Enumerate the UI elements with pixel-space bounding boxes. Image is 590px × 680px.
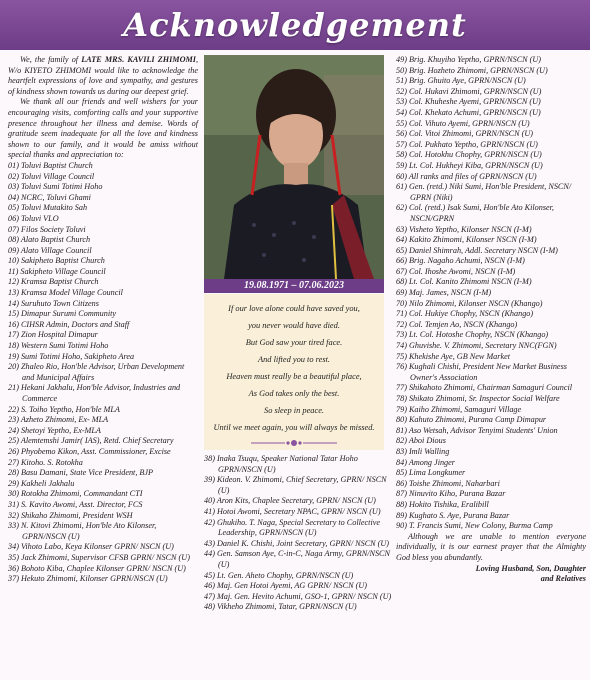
list-item: 69) Maj. James, NSCN (I-M) — [396, 288, 492, 298]
list-item: 49) Brig. Khuyiho Yeptho, GPRN/NSCN (U) — [396, 55, 542, 64]
list-item: 39) Kideon. V. Zhimomi, Chief Secretary, GPRN/ NSCN (U) — [204, 475, 387, 495]
list-item: 65) Daniel Shimrah, Addl. Secretary NSCN (I-M) — [396, 245, 558, 255]
poem-line: Heaven must really be a beautiful place, — [226, 372, 362, 381]
middle-column — [204, 454, 392, 613]
list-item: 70) Nilo Zhimomi, Kilonser NSCN (Khango) — [396, 298, 543, 308]
list-item: 03) Toluvi Sumi Totimi Hoho — [8, 182, 103, 192]
list-item: 86) Toishe Zhimomi, Naharbari — [396, 478, 500, 488]
list-item: 81) Aso Wetsah, Advisor Tenyimi Students' Union — [396, 425, 558, 435]
list-item: 22) S. Toiho Yeptho, Hon'ble MLA — [8, 404, 120, 414]
list-item: 42) Ghukiho. T. Naga, Special Secretary to Collective Leadership, GPRN/NSCN (U) — [204, 517, 380, 538]
list-item: 47) Maj. Gen. Hevito Achumi, GSO-1, GPRN/ NSCN (U) — [204, 591, 392, 601]
closing-paragraph: Although we are unable to mention everyone individually, it is our earnest prayer that the Almighty God bless you abundantly. — [396, 531, 586, 562]
list-item: 25) Alemtemshi Jamir( IAS), Retd. Chief Secretary — [8, 436, 174, 446]
list-item: 73) Lt. Col. Hotoshe Chophy, NSCN (Khango) — [396, 330, 549, 340]
poem-line: But God saw your tired face. — [245, 338, 343, 347]
list-item: 51) Brig. Ghuito Aye, GPRN/NSCN (U) — [396, 76, 526, 86]
list-item: 26) Phyobemo Kikon, Asst. Commissioner, Excise — [8, 446, 171, 456]
list-item: 36) Bohoto Kiba, Chaplee Kilonser GPRN/ NSCN (U) — [8, 563, 186, 573]
list-item: 50) Brig. Hozheto Zhimomi, GPRN/NSCN (U) — [396, 65, 548, 75]
list-item: 55) Col. Vihuto Ayemi, GPRN/NSCN (U) — [396, 118, 530, 128]
list-item: 15) Dimapur Surumi Community — [8, 309, 117, 319]
list-item: 45) Lt. Gen. Aheto Chophy, GPRN/NSCN (U) — [204, 570, 354, 580]
list-item: 02) Toluvi Village Council — [8, 171, 95, 181]
deceased-name: LATE MRS. KAVILI ZHIMOMI — [81, 55, 196, 64]
list-item: 57) Col. Pukhato Yeptho, GPRN/NSCN (U) — [396, 139, 538, 149]
list-item: 89) Kughato S. Aye, Purana Bazar — [396, 510, 510, 520]
list-item: 63) Visheto Yeptho, Kilonser NSCN (I-M) — [396, 224, 532, 234]
memorial-poem — [204, 294, 384, 450]
list-item: 85) Lima Longkumer — [396, 468, 466, 478]
acknowledgement-list-right — [396, 55, 586, 532]
signature-line-2: and Relatives — [540, 574, 586, 584]
intro-text-a: We, the family of — [20, 55, 82, 64]
page-title: Acknowledgement — [123, 6, 467, 44]
acknowledgement-list-left — [8, 161, 198, 585]
list-item: 23) Azheto Zhimomi, Ex- MLA — [8, 415, 109, 425]
list-item: 74) Ghuvishe. V. Zhimomi, Secretary NNC(FGN) — [396, 341, 557, 351]
list-item: 79) Kaiho Zhimomi, Samaguri Village — [396, 404, 522, 414]
list-item: 28) Basu Damani, State Vice President, BJP — [8, 468, 154, 478]
poem-line: Until we meet again, you will always be missed. — [213, 423, 375, 432]
list-item: 71) Col. Hukiye Chophy, NSCN (Khango) — [396, 309, 534, 319]
list-item: 13) Kramsa Model Village Council — [8, 288, 123, 298]
list-item: 01) Toluvi Baptist Church — [8, 160, 93, 170]
list-item: 21) Hekani Jakhalu, Hon'ble Advisor, Industries and Commerce — [8, 383, 181, 403]
poem-line: So sleep in peace. — [264, 406, 324, 415]
list-item: 53) Col. Khuheshe Ayemi, GPRN/NSCN (U) — [396, 97, 541, 107]
ornament-divider-icon — [249, 438, 339, 448]
list-item: 77) Shikahoto Zhimomi, Chairman Samaguri Council — [396, 383, 573, 393]
list-item: 06) Toluvi VLO — [8, 213, 59, 223]
list-item: 75) Khekishe Aye, GB New Market — [396, 351, 510, 361]
poem-line: And lifted you to rest. — [257, 355, 331, 364]
list-item: 11) Sakipheto Village Council — [8, 266, 106, 276]
list-item: 88) Hokito Tishika, Eralibill — [396, 499, 489, 509]
list-item: 82) Aboi Dious — [396, 436, 446, 446]
list-item: 60) All ranks and files of GPRN/NSCN (U) — [396, 171, 537, 181]
portrait-image — [204, 55, 384, 279]
list-item: 64) Kakito Zhimomi, Kilonser NSCN (I-M) — [396, 235, 537, 245]
list-item: 32) Shikaho Zhimomi, President WSH — [8, 510, 133, 520]
acknowledgement-list-middle — [204, 454, 392, 613]
list-item: 61) Gen. (retd.) Niki Sumi, Hon'ble President, NSCN/ GPRN (Niki) — [396, 182, 572, 202]
list-item: 44) Gen. Samson Aye, C-in-C, Naga Army, GPRN/NSCN (U) — [204, 549, 390, 569]
list-item: 76) Kughali Chishi, President New Market Business Owner's Association — [396, 362, 567, 382]
signature — [396, 564, 586, 585]
list-item: 46) Maj. Gen Hotoi Ayemi, AG GPRN/ NSCN (U) — [204, 581, 367, 591]
poem-line: As God takes only the best. — [248, 389, 340, 398]
list-item: 35) Jack Zhimomi, Supervisor CFSB GPRN/ NSCN (U) — [8, 552, 190, 562]
thanks-paragraph: We thank all our friends and well wishers for your encouraging visits, comforting calls and your supportive presence throughout her illness and demise. Words of gratitude seem inadequate for all the love and kindness shown to our family, and it would be amiss without special thanks and appreciation to: — [8, 97, 198, 160]
list-item: 67) Col. Ihoshe Awomi, NSCN (I-M) — [396, 266, 516, 276]
list-item: 10) Sakipheto Baptist Church — [8, 256, 105, 266]
list-item: 40) Aron Kits, Chaplee Secretary, GPRN/ NSCN (U) — [204, 496, 376, 506]
list-item: 90) T. Francis Sumi, New Colony, Burma Camp — [396, 521, 553, 531]
list-item: 59) Lt. Col. Hukheyi Kiba, GPRN/NSCN (U) — [396, 160, 543, 170]
list-item: 17) Zion Hospital Dimapur — [8, 330, 98, 340]
list-item: 83) Imli Walling — [396, 446, 450, 456]
list-item: 27) Kitoho. S. Rotokha — [8, 457, 83, 467]
right-column — [396, 55, 586, 585]
list-item: 38) Inaka Tsuqu, Speaker National Tatar Hoho GPRN/NSCN (U) — [204, 454, 358, 474]
header-banner — [0, 0, 590, 50]
portrait-photo — [204, 55, 384, 279]
signature-line-1: Loving Husband, Son, Daughter — [475, 563, 586, 573]
list-item: 31) S. Kavito Awomi, Asst. Director, FCS — [8, 499, 143, 509]
list-item: 29) Kakheli Jakhalu — [8, 478, 75, 488]
list-item: 09) Alato Village Council — [8, 245, 92, 255]
list-item: 87) Ninuvito Kiho, Purana Bazar — [396, 489, 506, 499]
list-item: 72) Col. Temjen Ao, NSCN (Khango) — [396, 319, 518, 329]
list-item: 41) Hotoi Awomi, Secretary NPAC, GPRN/ NSCN (U) — [204, 506, 381, 516]
list-item: 68) Lt. Col. Kanito Zhimomi NSCN (I-M) — [396, 277, 532, 287]
intro-paragraph — [8, 55, 198, 97]
intro-text-b: , W/o KIYETO ZHIMOMI would like to acknowledge the heartfelt expressions of love and sympathy, and gestures of kindness shown towards us during our deepest grief. — [8, 55, 198, 96]
list-item: 52) Col. Hukavi Zhimomi, GPRN/NSCN (U) — [396, 86, 542, 96]
list-item: 78) Shikato Zhimomi, Sr. Inspector Social Welfare — [396, 394, 560, 403]
list-item: 20) Zhaleo Rio, Hon'ble Advisor, Urban Development and Municipal Affairs — [8, 362, 185, 382]
poem-line: you never would have died. — [248, 321, 340, 330]
list-item: 84) Among Jinger — [396, 457, 455, 467]
list-item: 16) CIHSR Admin, Doctors and Staff — [8, 319, 130, 329]
list-item: 18) Western Sumi Totimi Hoho — [8, 341, 109, 351]
list-item: 34) Vihoto Labo, Keya Kilonser GPRN/ NSCN (U) — [8, 542, 174, 552]
life-dates: 19.08.1971 – 07.06.2023 — [204, 279, 384, 293]
list-item: 04) NCRC, Toluvi Ghami — [8, 192, 91, 202]
list-item: 58) Col. Hotokhu Chophy, GPRN/NSCN (U) — [396, 150, 542, 160]
list-item: 19) Sumi Totimi Hoho, Sakipheto Area — [8, 351, 135, 361]
list-item: 14) Suruhuto Town Citizens — [8, 298, 99, 308]
list-item: 24) Shetoyi Yeptho, Ex-MLA — [8, 425, 101, 435]
list-item: 08) Alato Baptist Church — [8, 235, 91, 245]
list-item: 37) Hekuto Zhimomi, Kilonser GPRN/NSCN (U) — [8, 574, 168, 584]
list-item: 48) Vikheho Zhimomi, Tatar, GPRN/NSCN (U) — [204, 602, 357, 612]
poem-line: If our love alone could have saved you, — [228, 304, 360, 313]
list-item: 30) Rotokha Zhimomi, Commandant CTI — [8, 489, 143, 499]
list-item: 80) Kahuto Zhimomi, Purana Camp Dimapur — [396, 415, 547, 425]
list-item: 12) Kramsa Baptist Church — [8, 277, 99, 287]
list-item: 07) Filos Society Toluvi — [8, 224, 86, 234]
list-item: 33) N. Kitovi Zhimomi, Hon'ble Ato Kilonser, GPRN/NSCN (U) — [8, 521, 157, 541]
left-column — [8, 55, 198, 585]
list-item: 62) Col. (retd.) Isak Sumi, Hon'ble Ato Kilonser, NSCN/GPRN — [396, 203, 554, 223]
list-item: 56) Col. Vitoi Zhimomi, GPRN/NSCN (U) — [396, 129, 533, 139]
list-item: 54) Col. Khekato Achumi, GPRN/NSCN (U) — [396, 107, 541, 117]
list-item: 66) Brig. Nagaho Achumi, NSCN (I-M) — [396, 256, 525, 266]
list-item: 43) Daniel K. Chishi, Joint Secretary, GPRN/ NSCN (U) — [204, 538, 390, 548]
list-item: 05) Toluvi Mutakito Sah — [8, 203, 88, 213]
